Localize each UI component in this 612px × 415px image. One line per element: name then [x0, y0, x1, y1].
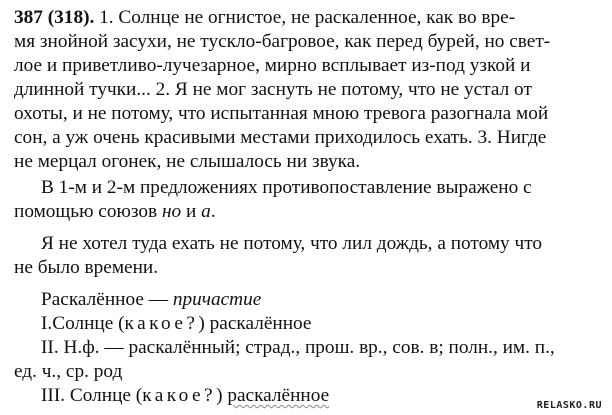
exercise-line-7: не мерцал огонек, не слышалось ни звука. [14, 151, 361, 172]
step-3-subject: III. Солнце ( [41, 385, 143, 406]
exercise-line-2: мя знойной засухи, не тускло-багровое, как перед бурей, но свет- [14, 31, 551, 52]
note-line-2 [14, 200, 216, 224]
union-a: а [201, 201, 211, 222]
exercise-line-6: сон, а уж очень красивыми местами приходилось ехать. 3. Нигде [14, 127, 547, 148]
analysis-step-3 [41, 384, 329, 408]
note-period: . [210, 201, 216, 222]
step-3-bracket: ) [216, 385, 228, 406]
exercise-line-3: лое и приветливо-лучезарное, мирно всплывает из-под узкой и [14, 55, 531, 76]
step-1-question: какое? [124, 313, 199, 334]
analysis-part-of-speech: причастие [172, 289, 262, 310]
note-line-1: В 1-м и 2-м предложениях противопоставление выражено с [41, 177, 532, 198]
exercise-number: 387 (318). [14, 7, 95, 28]
analysis-step-2-line-2: ед. ч., ср. род [14, 361, 123, 382]
step-3-question: какое? [142, 385, 217, 406]
step-3-underlined-word: раскалённое [227, 385, 330, 406]
step-1-answer: ) раскалённое [198, 313, 312, 334]
example-line-2: не было времени. [14, 257, 159, 278]
exercise-line-4: длинной тучки... 2. Я не мог заснуть не потому, что не устал от [14, 79, 532, 100]
analysis-word: Раскалённое — [41, 289, 173, 310]
analysis-step-2-line-1: II. Н.ф. — раскалённый; страд., прош. вр., сов. в; полн., им. п., [41, 337, 555, 358]
note-conjunction: и [181, 201, 202, 222]
exercise-text: 1. Солнце не огнистое, не раскаленное, как во вре- [94, 7, 516, 28]
analysis-step-1 [41, 312, 311, 336]
union-no: но [161, 201, 182, 222]
note-text: помощью союзов [14, 201, 162, 222]
example-line-1: Я не хотел туда ехать не потому, что лил дождь, а потому что [41, 233, 543, 254]
exercise-line-5: охоты, и не потому, что испытанная мною тревога разогнала мой [14, 103, 549, 124]
analysis-heading [41, 288, 261, 312]
step-1-subject: I.Солнце ( [41, 313, 125, 334]
exercise-line-1 [14, 6, 515, 30]
site-watermark: RELASKO.RU [536, 400, 602, 411]
